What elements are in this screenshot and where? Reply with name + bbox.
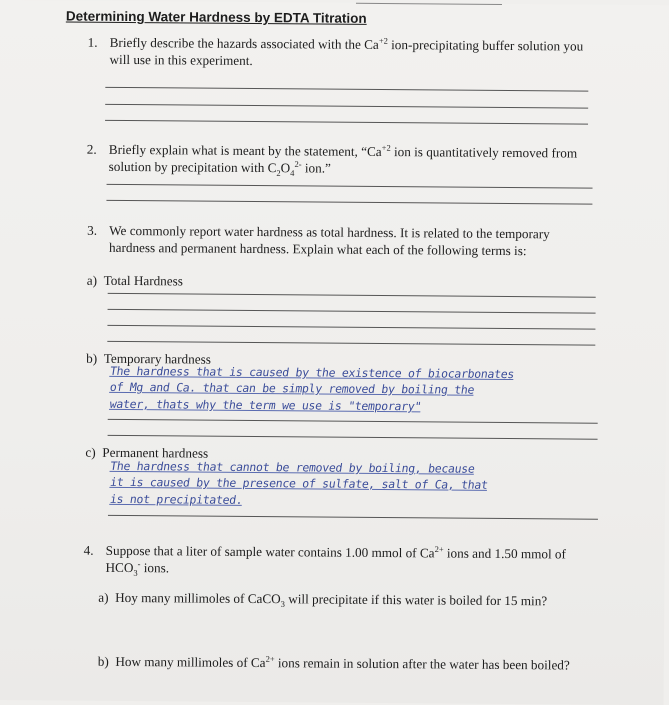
handwritten-answer-line: The hardness that is caused by the existence of biocarbonates bbox=[109, 363, 516, 382]
question-number: 3. bbox=[87, 222, 98, 238]
subquestion-4a: a) Hoy many millimoles of CaCO$_3$ will precipitate if this water is boiled for 15 min? bbox=[98, 589, 548, 609]
page-title: Determining Water Hardness by EDTA Titration bbox=[65, 8, 367, 26]
question-text: Suppose that a liter of sample water contains 1.00 mmol of $Ca^{2+}$ ions and 1.50 mmol of $HCO_3^-$ ions. bbox=[105, 542, 567, 578]
question-number: 4. bbox=[83, 542, 94, 558]
answer-line[interactable] bbox=[107, 184, 593, 189]
answer-line[interactable] bbox=[105, 104, 588, 109]
question-number: 2. bbox=[86, 141, 97, 157]
question-text: Briefly describe the hazards associated with the $Ca^{+2}$ ion-precipitating buffer solution you will use in this experiment. bbox=[109, 34, 584, 68]
answer-line[interactable] bbox=[108, 515, 598, 520]
answer-line[interactable] bbox=[105, 87, 588, 92]
question-text: Briefly explain what is meant by the statement, “$Ca^{+2}$ ion is quantitatively removed from solution by precipitation with $C_2O_4^{2-}$ ion.” bbox=[108, 141, 578, 178]
subquestion-4b: b) How many millimoles of $Ca^{2+}$ ions remain in solution after the water has been boiled? bbox=[97, 653, 570, 673]
answer-line[interactable] bbox=[108, 419, 598, 424]
handwritten-answer-line: is not precipitated. bbox=[109, 491, 244, 507]
answer-line[interactable] bbox=[108, 435, 598, 440]
answer-line[interactable] bbox=[105, 120, 588, 125]
answer-line[interactable] bbox=[107, 325, 595, 330]
subquestion-3c: c) Permanent hardness bbox=[85, 444, 209, 461]
subquestion-3a: a) Total Hardness bbox=[86, 272, 183, 289]
question-text: We commonly report water hardness as total hardness. It is related to the temporary hardness and permanent hardness. Explain what each of the following terms is: bbox=[109, 222, 550, 259]
answer-line[interactable] bbox=[108, 293, 596, 298]
handwritten-answer-line: of Mg and Ca. that can be simply removed by boiling the bbox=[108, 379, 476, 397]
subquestion-3b: b) Temporary hardness bbox=[86, 350, 211, 367]
answer-line[interactable] bbox=[106, 200, 592, 205]
handwritten-answer-line: The hardness that cannot be removed by boiling, because bbox=[109, 458, 476, 476]
top-rule bbox=[356, 3, 502, 5]
answer-line[interactable] bbox=[108, 309, 596, 314]
question-number: 1. bbox=[87, 34, 98, 50]
handwritten-answer-line: water, thats why the term we use is "temporary" bbox=[108, 396, 423, 414]
handwritten-answer-line: it is caused by the presence of sulfate, salt of Ca, that bbox=[109, 474, 489, 492]
answer-line[interactable] bbox=[107, 341, 595, 346]
